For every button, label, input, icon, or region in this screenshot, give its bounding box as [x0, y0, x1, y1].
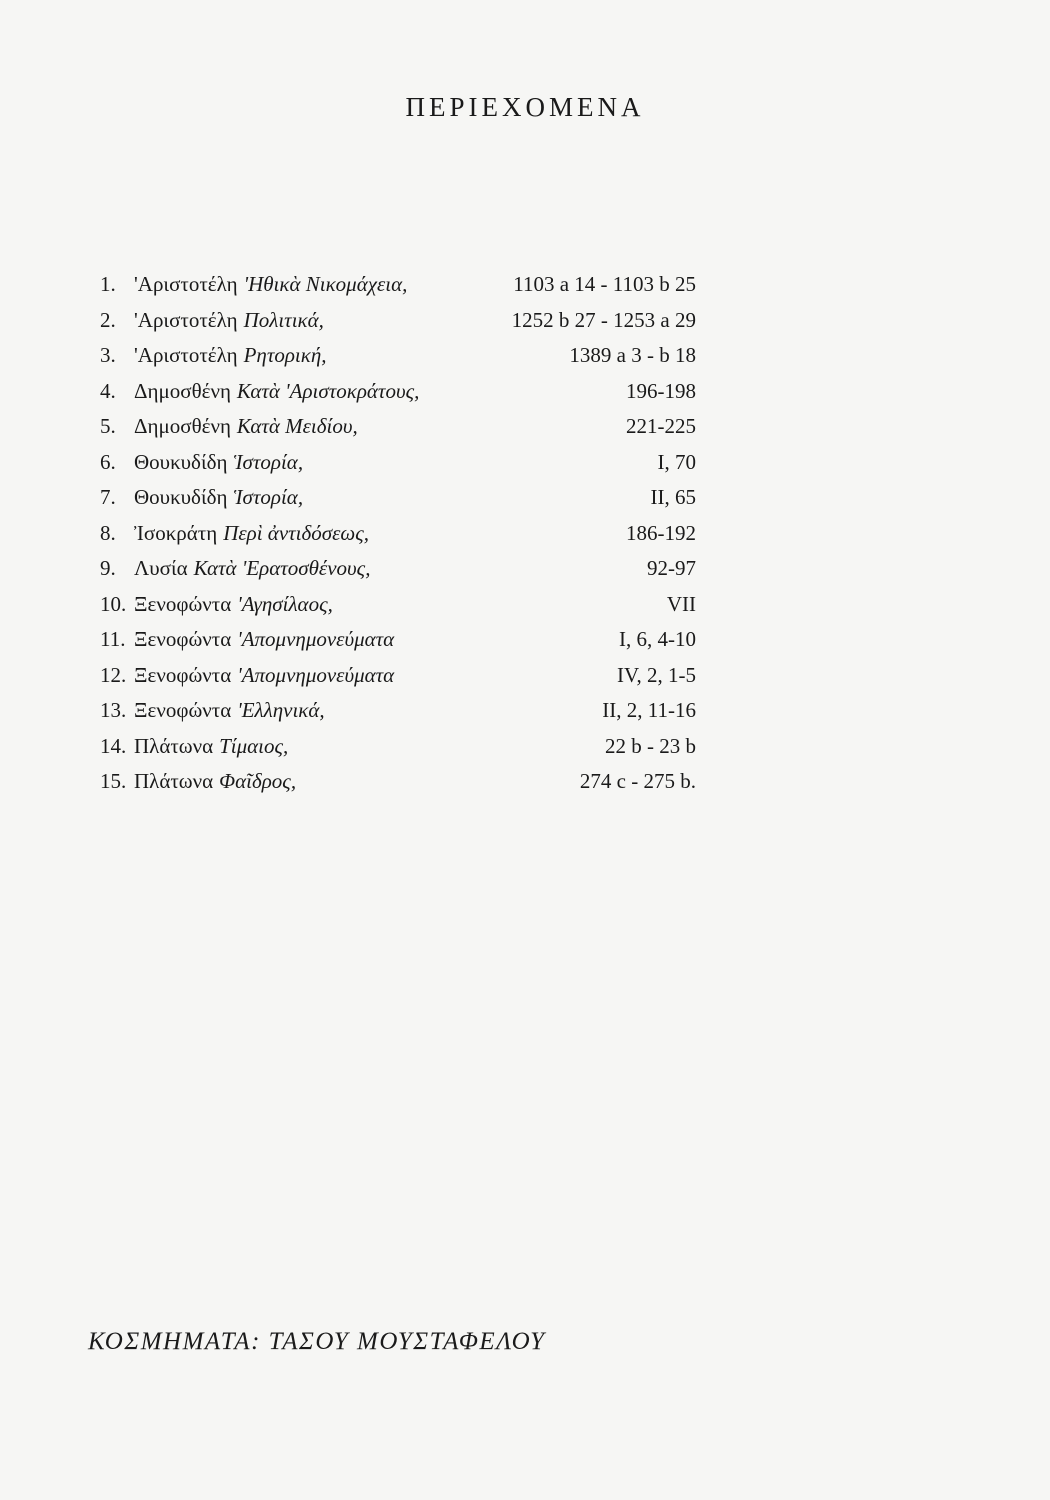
entry-reference: II, 2, 11-16: [602, 698, 696, 722]
entry-number: 12.: [100, 662, 127, 687]
entry-author: 'Αριστοτέλη: [134, 307, 238, 332]
entry-author: 'Αριστοτέλη: [134, 272, 238, 296]
entry-work-title: Τίμαιος,: [219, 733, 289, 758]
toc-entry-14: [100, 734, 700, 770]
toc-entry-6: [100, 450, 700, 486]
entry-number: 8.: [100, 520, 116, 545]
entry-author: Πλάτωνα: [134, 733, 214, 758]
entry-number: 9.: [100, 556, 116, 580]
entry-author: Λυσία: [134, 556, 188, 580]
entry-reference: 186-192: [626, 520, 696, 545]
toc-entry-1: [100, 272, 700, 308]
entry-work-title: Ρητορική,: [243, 343, 327, 367]
ornaments-credit: ΚΟΣΜΗΜΑΤΑ: ΤΑΣΟΥ ΜΟΥΣΤΑΦΕΛΟΥ: [88, 1328, 546, 1355]
toc-entry-7: [100, 485, 700, 521]
entry-author: Δημοσθένη: [134, 414, 231, 438]
toc-entry-15: [100, 769, 700, 805]
entry-number: 14.: [100, 733, 127, 758]
toc-entry-3: [100, 343, 700, 379]
entry-work-title: Περὶ ἀντιδόσεως,: [223, 520, 369, 545]
entry-reference: I, 6, 4-10: [619, 627, 696, 651]
entry-number: 15.: [100, 769, 127, 793]
entry-author: Θουκυδίδη: [134, 485, 228, 509]
entry-reference: IV, 2, 1-5: [617, 662, 696, 687]
entry-reference: II, 65: [650, 485, 696, 509]
toc-entry-8: [100, 521, 700, 557]
entry-reference: 1389 a 3 - b 18: [569, 343, 696, 367]
entry-number: 4.: [100, 378, 116, 403]
entry-reference: 196-198: [626, 378, 696, 403]
entry-work-title: Κατὰ Μειδίου,: [236, 414, 358, 438]
entry-reference: I, 70: [657, 449, 696, 474]
entry-work-title: 'Ηθικὰ Νικομάχεια,: [243, 272, 408, 296]
toc-entry-11: [100, 627, 700, 663]
entry-number: 5.: [100, 414, 116, 438]
toc-entry-9: [100, 556, 700, 592]
toc-entry-2: [100, 308, 700, 344]
entry-reference: VII: [666, 591, 696, 616]
entry-author: Ξενοφώντα: [134, 698, 232, 722]
entry-number: 1.: [100, 272, 116, 296]
toc-entry-4: [100, 379, 700, 415]
entry-author: Θουκυδίδη: [134, 449, 228, 474]
toc-entry-12: [100, 663, 700, 699]
entry-work-title: Ἱστορία,: [233, 485, 304, 509]
toc-entry-13: [100, 698, 700, 734]
entry-author: Πλάτωνα: [134, 769, 214, 793]
entry-number: 3.: [100, 343, 116, 367]
entry-reference: 221-225: [626, 414, 696, 438]
entry-author: Δημοσθένη: [134, 378, 231, 403]
entry-number: 10.: [100, 591, 127, 616]
toc-entry-5: [100, 414, 700, 450]
entry-work-title: Ἱστορία,: [233, 449, 304, 474]
toc-entry-10: [100, 592, 700, 628]
entry-reference: 22 b - 23 b: [605, 733, 696, 758]
entry-number: 2.: [100, 307, 116, 332]
entry-work-title: 'Απομνημονεύματα: [237, 627, 395, 651]
entry-work-title: Κατὰ 'Αριστοκράτους,: [236, 378, 420, 403]
entry-reference: 274 c - 275 b.: [579, 769, 696, 793]
entry-number: 11.: [100, 627, 126, 651]
entry-number: 7.: [100, 485, 116, 509]
entry-work-title: 'Αγησίλαος,: [237, 591, 333, 616]
entry-reference: 1103 a 14 - 1103 b 25: [513, 272, 696, 296]
entry-work-title: Φαῖδρος,: [219, 769, 297, 793]
entry-work-title: Πολιτικά,: [243, 307, 324, 332]
table-of-contents: [100, 272, 700, 805]
entry-author: Ξενοφώντα: [134, 591, 232, 616]
entry-reference: 92-97: [647, 556, 696, 580]
entry-number: 6.: [100, 449, 116, 474]
entry-reference: 1252 b 27 - 1253 a 29: [511, 307, 696, 332]
page-title: ΠΕΡΙΕΧΟΜΕΝΑ: [405, 92, 645, 122]
entry-author: 'Αριστοτέλη: [134, 343, 238, 367]
entry-author: Ξενοφώντα: [134, 662, 232, 687]
entry-author: Ξενοφώντα: [134, 627, 232, 651]
entry-work-title: 'Απομνημονεύματα: [237, 662, 395, 687]
entry-work-title: 'Ελληνικά,: [237, 698, 325, 722]
entry-author: Ἰσοκράτη: [134, 520, 218, 545]
entry-number: 13.: [100, 698, 127, 722]
entry-work-title: Κατὰ 'Ερατοσθένους,: [193, 556, 371, 580]
